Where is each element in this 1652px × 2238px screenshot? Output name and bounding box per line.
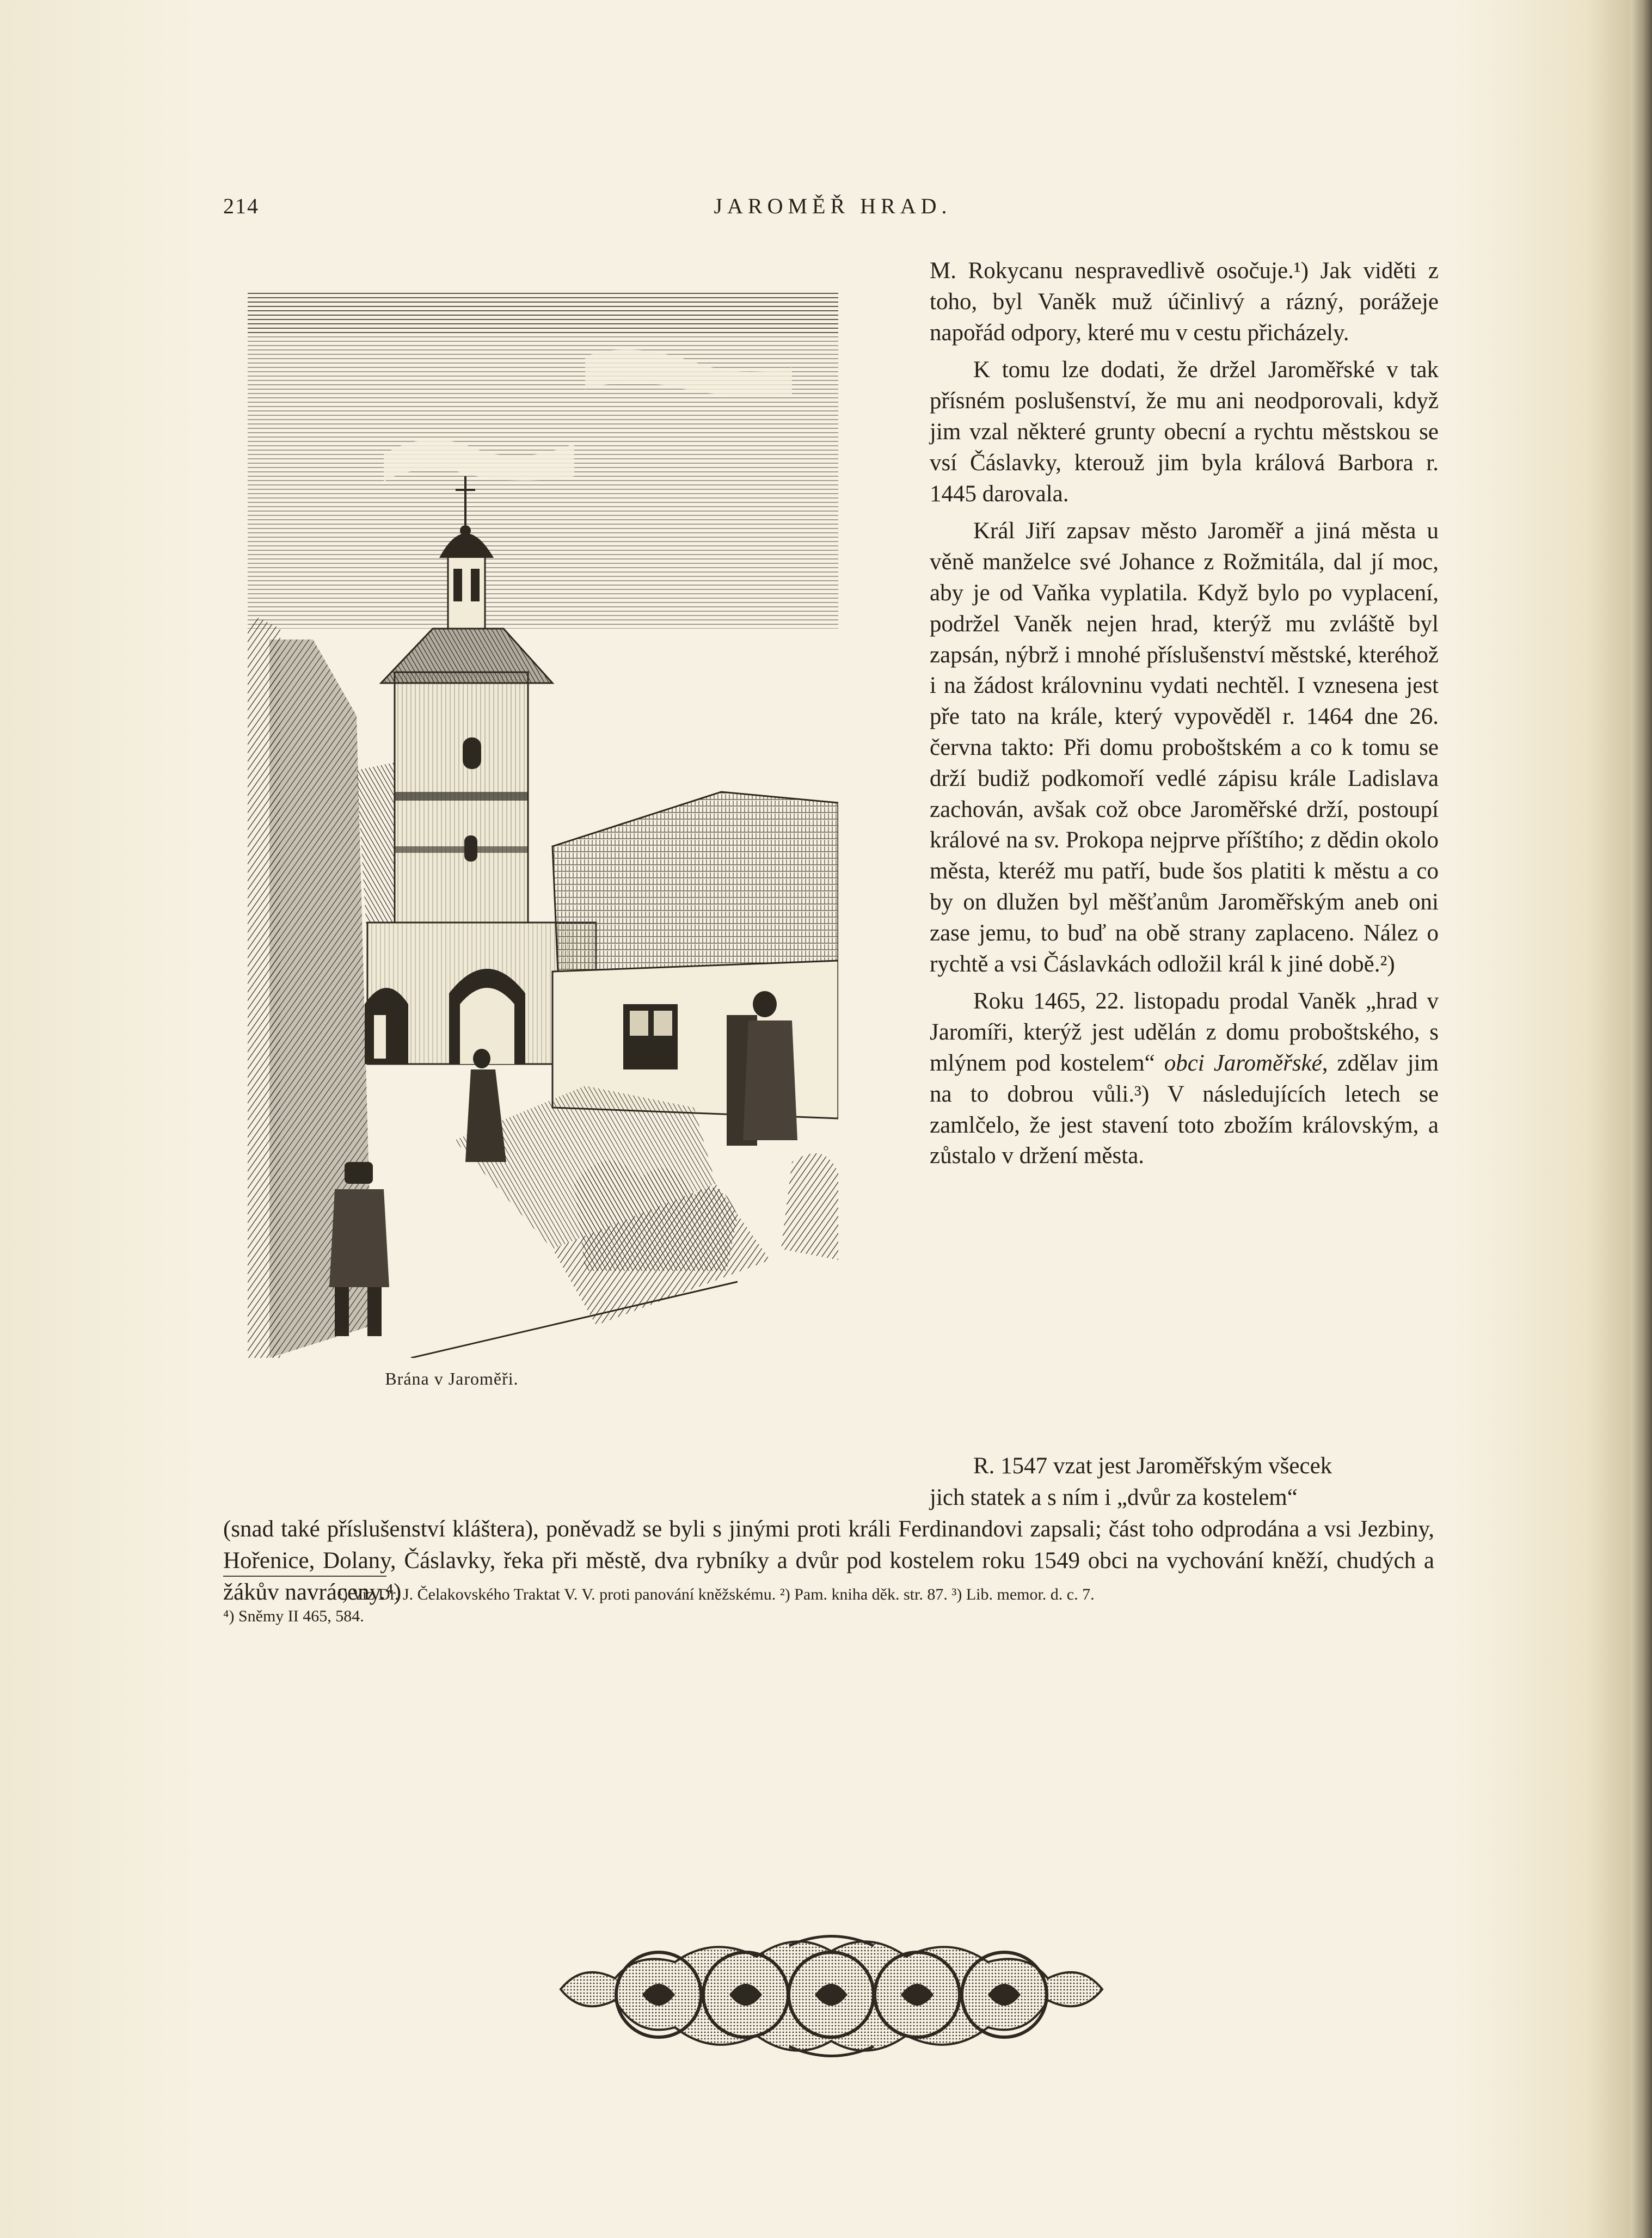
full-width-line-1: R. 1547 vzat jest Jaroměřským všecek xyxy=(973,1453,1332,1479)
paragraph-4 xyxy=(930,986,1439,1172)
footnotes xyxy=(223,1584,1442,1627)
footnote-line-2: ⁴) Sněmy II 465, 584. xyxy=(223,1607,364,1625)
book-spine-edge xyxy=(1630,0,1652,2238)
page-number: 214 xyxy=(223,194,259,218)
paragraph-3: Král Jiří zapsav město Jaroměř a jiná města u věně manželce své Johance z Rožmitála, dal jí moc, aby je od Vaňka vyplatila. Když bylo po vyplacení, podržel Vaněk nejen hrad, kterýž mu zvláště byl zapsán, nýbrž i mnohé příslušenství městské, kteréhož i na žádost královninu vydati nechtěl. I vznesena jest pře tato na krále, který vypověděl r. 1464 dne 26. června takto: Při domu proboštském a co k tomu se drží budiž podkomoří vedlé zápisu krále Ladislava zachován, avšak což obce Jaroměřské drží, postoupí králové na sv. Prokopa nejprve příštího; z dědin okolo města, kteréž mu patří, bude šos platiti k městu a co by on dlužen byl měšťanům Jaroměřským aneb oni zase jemu, to buď na obě strany zaplaceno. Nález o rychtě a vsi Čáslavkách odložil král k jiné době.²) xyxy=(930,518,1439,977)
right-text-column xyxy=(930,256,1439,1172)
footnote-line-1: ¹) Viz Dr. J. Čelakovského Traktat V. V. proti panování kněžskému. ²) Pam. kniha děk. str. 87. ³) Lib. memor. d. c. 7. xyxy=(337,1585,1095,1603)
full-width-line-2: jich statek a s ním i „dvůr za kostelem“ xyxy=(930,1485,1298,1510)
figure-caption: Brána v Jaroměři. xyxy=(385,1369,519,1388)
paragraph-4-end: , zdělav jim na to dobrou vůli.³) V následujících letech se zamlčelo, že jest stavení toto zbožím královským, a zůstalo v držení města. xyxy=(930,1050,1439,1169)
footnote-rule xyxy=(223,1576,386,1577)
gate-tower-engraving xyxy=(248,291,838,1358)
paragraph-1: M. Rokycanu nespravedlivě osočuje.¹) Jak viděti z toho, byl Vaněk muž účinlivý a rázný, porážeje napořád odpory, které mu v cestu přicházely. xyxy=(930,258,1439,346)
paragraph-4-start: Roku 1465, 22. listopadu prodal Vaněk „hrad v Jaromíři, kterýž jest udělán z domu proboštského, s mlýnem pod kostelem“ xyxy=(930,988,1439,1076)
paragraph-4-italic: obci Jaroměřské xyxy=(1164,1050,1322,1076)
decorative-tailpiece-ornament xyxy=(550,1929,1113,2063)
full-width-rest: (snad také příslušenství kláštera), poněvadž se byli s jinými proti králi Ferdinandovi zapsali; část toho odprodána a vsi Jezbiny, Hořenice, Dolany, Čáslavky, řeka při městě, dva rybníky a dvůr pod kostelem roku 1549 obci na vychování kněží, chudých a žákův navráceny.⁴) xyxy=(223,1516,1434,1605)
engraving-figure xyxy=(248,291,838,1358)
paragraph-2: K tomu lze dodati, že držel Jaroměřské v tak přísném poslušenství, že mu ani neodporovali, když jim vzal některé grunty obecní a rychtu městskou se vsí Čáslavky, kterouž jim byla králová Barbora r. 1445 darovala. xyxy=(930,357,1439,507)
page-header xyxy=(223,193,1442,231)
running-title: JAROMĚŘ HRAD. xyxy=(714,194,952,218)
